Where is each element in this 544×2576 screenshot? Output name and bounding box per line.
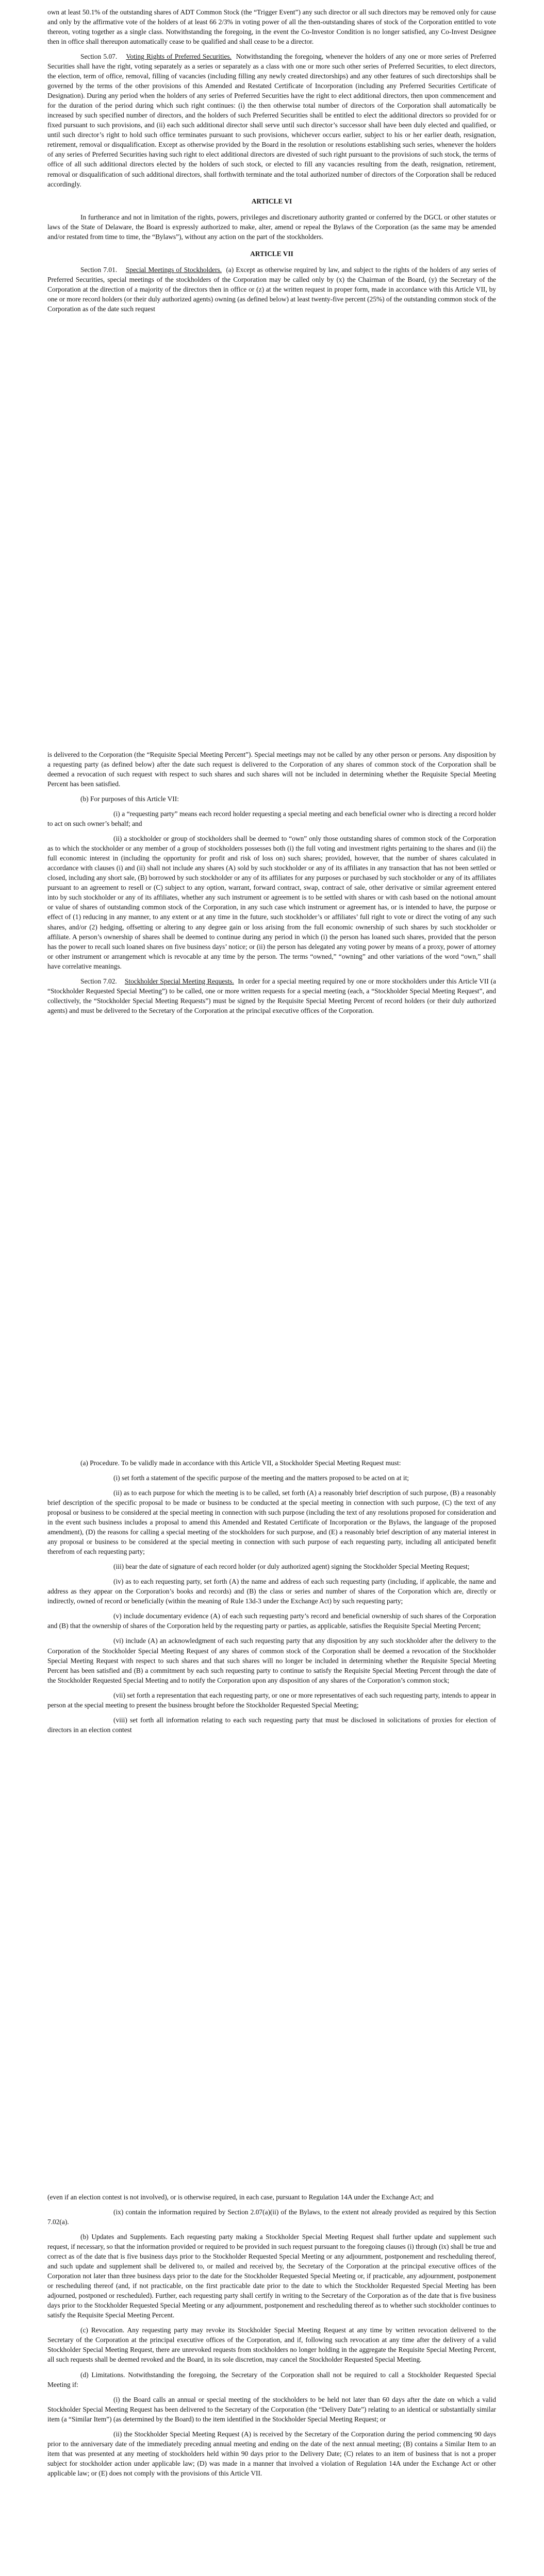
clause-a-ii: (ii) as to each purpose for which the meeting is to be called, set forth (A) a reasonably brief description of such purpose, (B) a reasonably brief description of the specific proposal to be made or business to be conducted at the special meeting in connection with such purpose, (C) the text of any proposal or business to be considered at the special meeting in connection with such purpose (including the text of any resolutions proposed for consideration and in the event such business includes a proposal to amend this Amended and Restated Certificate of Incorporation or the Bylaws, the language of the proposed amendment), (D) the reasons for calling a special meeting of the stockholders for such purpose, and (E) a reasonably brief description of any material interest in any proposal or business to be considered at the special meeting in connection with such purpose of each requesting party, including all anticipated benefit therefrom of each requesting party; [47, 1489, 496, 1556]
clause-a-iii: (iii) bear the date of signature of each record holder (or duly authorized agent) signing the Stockholder Special Meeting Request; [113, 1563, 470, 1571]
section-7-01-number: Section 7.01. [80, 265, 118, 274]
section-7-02-number: Section 7.02. [80, 977, 117, 985]
article-vi-text: In furtherance and not in limitation of the rights, powers, privileges and discretionary authority granted or conferred by the DGCL or other statutes or laws of the State of Delaware, the Board is expressly authorized to make, alter, amend or repeal the Bylaws of the Corporation (as the same may be amended and/or restated from time to time, the “Bylaws”), without any action on the part of the stockholders. [47, 213, 496, 241]
clause-a-viii: (viii) set forth all information relating to each such requesting party that must be disclosed in solicitations of proxies for election of directors in an election contest [47, 1716, 496, 1734]
paragraph-intro: own at least 50.1% of the outstanding shares of ADT Common Stock (the “Trigger Event”) any such director or all such directors may be removed only for cause and only by the affirmative vote of the holders of at least 66 2/3% in voting power of all the then-outstanding shares of stock of the Corporation entitled to vote thereon, voting together as a single class. Notwithstanding the foregoing, in the event the Co-Investor Condition is no longer satisfied, any Co-Invest Designee then in office shall thereupon automatically cease to be qualified and shall cease to be a director. [47, 8, 496, 46]
clause-b-intro: (b) For purposes of this Article VII: [80, 795, 179, 803]
clause-a-v: (v) include documentary evidence (A) of each such requesting party’s record and beneficial ownership of such shares of the Corporation and (B) that the ownership of shares of the Corporation held by the requesting party or parties, as applicable, satisfies the Requisite Special Meeting Percent; [47, 1612, 496, 1630]
clause-d-limitations: (d) Limitations. Notwithstanding the foregoing, the Secretary of the Corporation shall not be required to call a Stockholder Requested Special Meeting if: [47, 2370, 496, 2388]
paragraph-continuation-4: (even if an election contest is not involved), or is otherwise required, in each case, pursuant to Regulation 14A under the Exchange Act; and [47, 2193, 434, 2201]
clause-c-revocation: (c) Revocation. Any requesting party may revoke its Stockholder Special Meeting Request at any time by written revocation delivered to the Secretary of the Corporation at the principal executive offices of the Corporation, and if, following such revocation at any time after the delivery of a valid Stockholder Special Meeting Request, there are unrevoked requests from stockholders no longer holding in the aggregate the Requisite Special Meeting Percent, all such requests shall be deemed revoked and the Board, in its sole discretion, may cancel the Stockholder Requested Special Meeting. [47, 2326, 496, 2364]
page-2 [47, 750, 496, 1021]
article-vii-heading: ARTICLE VII [250, 249, 293, 258]
section-7-02-text: In order for a special meeting required by one or more stockholders under this Article VII (a “Stockholder Requested Special Meeting”) to be called, one or more written requests for a special meeting (each, a “Stockholder Special Meeting Request”, and collectively, the “Stockholder Special Meeting Requests”) must be signed by the Requisite Special Meeting Percent of record holders (or their duly authorized agents) and must be delivered to the Secretary of the Corporation at the principal executive offices of the Corporation. [47, 977, 496, 1014]
clause-d-ii: (ii) the Stockholder Special Meeting Request (A) is received by the Secretary of the Corporation during the period commencing 90 days prior to the anniversary date of the immediately preceding annual meeting and ending on the date of the next annual meeting; (B) contains a Similar Item to an item that was presented at any meeting of stockholders held within 90 days prior to the Delivery Date; (C) relates to an item of business that is not a proper subject for stockholder action under applicable law; (D) was made in a manner that involved a violation of Regulation 14A under the Exchange Act or other applicable law; or (E) does not comply with the provisions of this Article VII. [47, 2430, 496, 2477]
section-7-01-title: Special Meetings of Stockholders. [125, 265, 222, 274]
article-vi-heading: ARTICLE VI [251, 197, 292, 205]
paragraph-continuation: is delivered to the Corporation (the “Requisite Special Meeting Percent”). Special meetings may not be called by any other person or persons. Any disposition by a requesting party (as defined below) after the date such request is delivered to the Corporation of any shares of common stock of the Corporation shall be deemed a revocation of such request with respect to such shares and such shares will not be included in determining whether the Requisite Special Meeting Percent has been satisfied. [47, 751, 496, 788]
clause-b-ii: (ii) a stockholder or group of stockholders shall be deemed to “own” only those outstanding shares of common stock of the Corporation as to which the stockholder or any member of a group of stockholders possesses both (i) the full voting and investment rights pertaining to the shares and (ii) the full economic interest in (including the opportunity for profit and risk of loss on) such shares; provided, however, that the number of shares calculated in accordance with clauses (i) and (ii) shall not include any shares (A) sold by such stockholder or any of its affiliates in any transaction that has not been settled or closed, including any short sale, (B) borrowed by such stockholder or any of its affiliates for any purposes or purchased by such stockholder or any of its affiliates pursuant to an agreement to resell or (C) subject to any option, warrant, forward contract, swap, contract of sale, other derivative or similar agreement entered into by such stockholder or any of its affiliates, whether any such instrument or agreement is to be settled with shares or with cash based on the notional amount or value of shares of outstanding common stock of the Corporation, in any such case which instrument or agreement has, or is intended to have, the purpose or effect of (1) reducing in any manner, to any extent or at any time in the future, such stockholder’s or affiliates’ full right to vote or direct the voting of any such shares, and/or (2) hedging, offsetting or altering to any degree gain or loss arising from the full economic ownership of such shares by such stockholder or affiliate. A person’s ownership of shares shall be deemed to continue during any period in which (i) the person has loaned such shares, provided that the person has the power to recall such loaned shares on five business days’ notice; or (ii) the person has delegated any voting power by means of a proxy, power of attorney or other instrument or arrangement which is revocable at any time by the person. The terms “owned,” “owning” and other variations of the word “own,” shall have correlative meanings. [47, 835, 496, 970]
clause-a-iv: (iv) as to each requesting party, set forth (A) the name and address of each such requesting party (including, if applicable, the name and address as they appear on the Corporation’s books and records) and (B) the class or series and number of shares of the Corporation which are, directly or indirectly, owned of record or beneficially (within the meaning of Rule 13d-3 under the Exchange Act) by such requesting party; [47, 1578, 496, 1605]
section-5-07 [47, 52, 496, 189]
section-5-07-text: Notwithstanding the foregoing, whenever the holders of any one or more series of Preferred Securities shall have the right, voting separately as a series or separately as a class with one or more such other series of Preferred Securities, to elect directors, the election, term of office, removal, filling of vacancies (including filling any newly created directorships) and any other features of such directorships shall be governed by the terms of the other provisions of this Amended and Restated Certificate of Incorporation (including any Preferred Securities Certificate of Designation). During any period when the holders of any series of Preferred Securities have the right to elect additional directors, then upon commencement and for the duration of the period during which such right continues: (i) the then otherwise total number of directors of the Corporation shall automatically be increased by such specified number of directors, and the holders of such Preferred Securities shall be entitled to elect the additional directors so provided for or fixed pursuant to such provisions, and (ii) each such additional director shall serve until such director’s successor shall have been duly elected and qualified, or until such director’s right to hold such office terminates pursuant to such provisions, whichever occurs earlier, subject to his or her earlier death, resignation, retirement, removal or disqualification. Except as otherwise provided by the Board in the resolution or resolutions establishing such series, whenever the holders of any series of Preferred Securities having such right to elect additional directors are divested of such right pursuant to the provisions of such stock, the terms of office of all such additional directors elected by the holders of such stock, or elected to fill any vacancies resulting from the death, resignation, retirement, removal or disqualification of such additional directors, shall forthwith terminate and the total authorized number of directors of the Corporation shall be reduced accordingly. [47, 53, 497, 188]
section-5-07-title: Voting Rights of Preferred Securities. [126, 53, 232, 61]
section-7-01 [47, 265, 496, 314]
section-5-07-number: Section 5.07. [80, 53, 118, 61]
clause-a-vi: (vi) include (A) an acknowledgment of each such requesting party that any disposition by any such stockholder after the delivery to the Corporation of the Stockholder Special Meeting Request of any shares of common stock of the Corporation shall be deemed a revocation of the Stockholder Special Meeting Request with respect to such shares and that such shares will no longer be included in determining whether the Requisite Special Meeting Percent has been satisfied and (B) a commitment by each such requesting party to continue to satisfy the Requisite Special Meeting Percent through the date of the Stockholder Requested Special Meeting and to notify the Corporation upon any disposition of any shares of the Corporation’s common stock; [47, 1637, 496, 1684]
page-1 [47, 7, 496, 319]
clause-a-ix: (ix) contain the information required by Section 2.07(a)(ii) of the Bylaws, to the extent not already provided as required by this Section 7.02(a). [47, 2208, 496, 2226]
clause-b-updates: (b) Updates and Supplements. Each requesting party making a Stockholder Special Meeting Request shall further update and supplement such request, if necessary, so that the information provided or required to be provided in such request pursuant to the foregoing clauses (i) through (ix) shall be true and correct as of the date that is five business days prior to the Stockholder Requested Special Meeting or any adjournment, postponement and rescheduling thereof, and such update and supplement shall be delivered to, or mailed and received by, the Secretary of the Corporation at the principal executive offices of the Corporation not later than three business days prior to the date for the Stockholder Requested Special Meeting or, if practicable, any adjournment, postponement or rescheduling thereof (and, if not practicable, on the first practicable date prior to the date to which the Stockholder Requested Special Meeting has been adjourned, postponed or rescheduled). Further, each requesting party shall certify in writing to the Secretary of the Corporation as of the date that is five business days prior to the Stockholder Requested Special Meeting or any adjournment, postponement and rescheduling thereof as to whether such stockholder continues to satisfy the Requisite Special Meeting Percent. [47, 2233, 496, 2319]
section-7-02-title: Stockholder Special Meeting Requests. [124, 977, 234, 985]
clause-b-i: (i) a “requesting party” means each record holder requesting a special meeting and each beneficial owner who is directing a record holder to act on such owner’s behalf; and [47, 810, 496, 828]
clause-d-i: (i) the Board calls an annual or special meeting of the stockholders to be held not later than 60 days after the date on which a valid Stockholder Special Meeting Request has been delivered to the Secretary of the Corporation (the “Delivery Date”) relating to an identical or substantially similar item (a “Similar Item”) (as determined by the Board) to the item identified in the Stockholder Special Meeting Request; or [47, 2395, 496, 2423]
page-3 [47, 1458, 496, 1740]
clause-a-i: (i) set forth a statement of the specific purpose of the meeting and the matters proposed to be acted on at it; [113, 1474, 409, 1482]
page-4 [47, 2192, 496, 2483]
section-7-02 [47, 976, 496, 1015]
clause-a-intro: (a) Procedure. To be validly made in accordance with this Article VII, a Stockholder Special Meeting Request must: [80, 1459, 401, 1467]
section-7-01-text: (a) Except as otherwise required by law, and subject to the rights of the holders of any series of Preferred Securities, special meetings of the stockholders of the Corporation may be called only by (x) the Chairman of the Board, (y) the Secretary of the Corporation at the direction of a majority of the directors then in office or (z) at the written request in proper form, made in accordance with this Article VII, by one or more record holders (or their duly authorized agents) owning (as defined below) at least twenty-five percent (25%) of the outstanding common stock of the Corporation as of the date such request [47, 265, 497, 313]
clause-a-vii: (vii) set forth a representation that each requesting party, or one or more representatives of each such requesting party, intends to appear in person at the special meeting to present the business brought before the Stockholder Requested Special Meeting; [47, 1691, 496, 1709]
